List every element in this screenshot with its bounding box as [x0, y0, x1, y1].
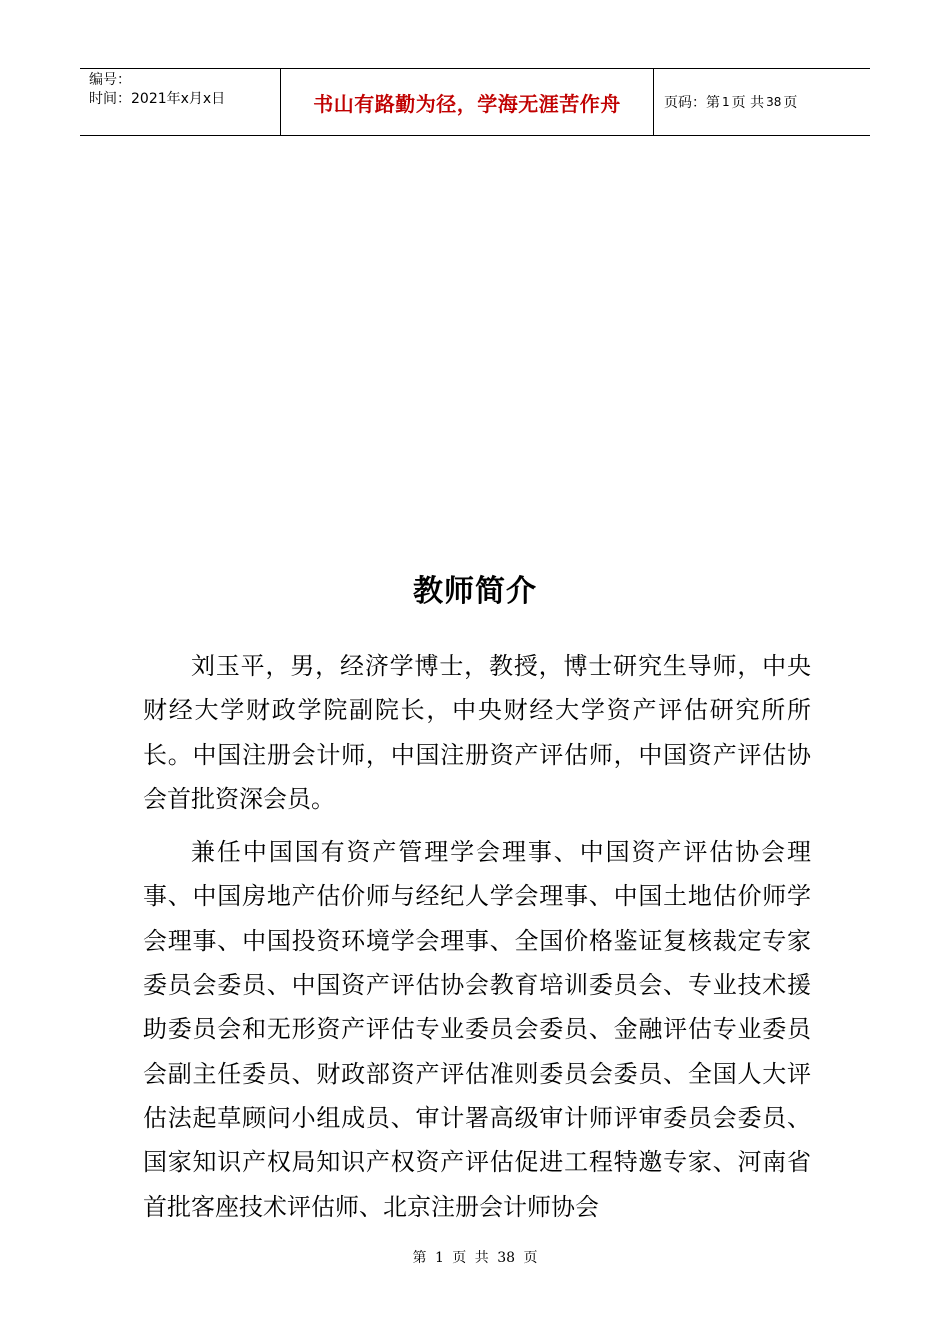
motto-text: 书山有路勤为径，学海无涯苦作舟	[313, 91, 621, 116]
paragraph: 兼任中国国有资产管理学会理事、中国资产评估协会理事、中国房地产估价师与经纪人学会理事、中国土地估价师学会理事、中国投资环境学会理事、全国价格鉴证复核裁定专家委员会委员、中国资产评估协会教育培训委员会、专业技术援助委员会和无形资产评估专业委员会委员、金融评估专业委员会副主任委员、财政部资产评估准则委员会委员、全国人大评估法起草顾问小组成员、审计署高级审计师评审委员会委员、国家知识产权局知识产权资产评估促进工程特邀专家、河南省首批客座技术评估师、北京注册会计师协会	[143, 838, 811, 1221]
page-prefix: 页码：第	[664, 95, 720, 111]
document-body	[143, 644, 811, 1229]
header-motto-cell	[281, 69, 654, 135]
page-mid: 页 共	[731, 95, 765, 111]
page-current: 1	[722, 95, 730, 109]
document-header	[80, 68, 870, 136]
page-suffix: 页	[783, 95, 798, 111]
header-page-cell	[654, 69, 870, 135]
page-total: 38	[766, 95, 782, 109]
paragraph: 刘玉平，男，经济学博士，教授，博士研究生导师，中央财经大学财政学院副院长，中央财经大学资产评估研究所所长。中国注册会计师，中国注册资产评估师，中国资产评估协会首批资深会员。	[143, 652, 811, 813]
document-title: 教师简介	[413, 574, 537, 609]
time-label: 时间：2021年x月x日	[89, 91, 226, 107]
header-meta-cell	[80, 69, 281, 135]
page-footer: 第 1 页 共 38 页	[412, 1250, 538, 1266]
number-label: 编号：	[89, 72, 131, 88]
